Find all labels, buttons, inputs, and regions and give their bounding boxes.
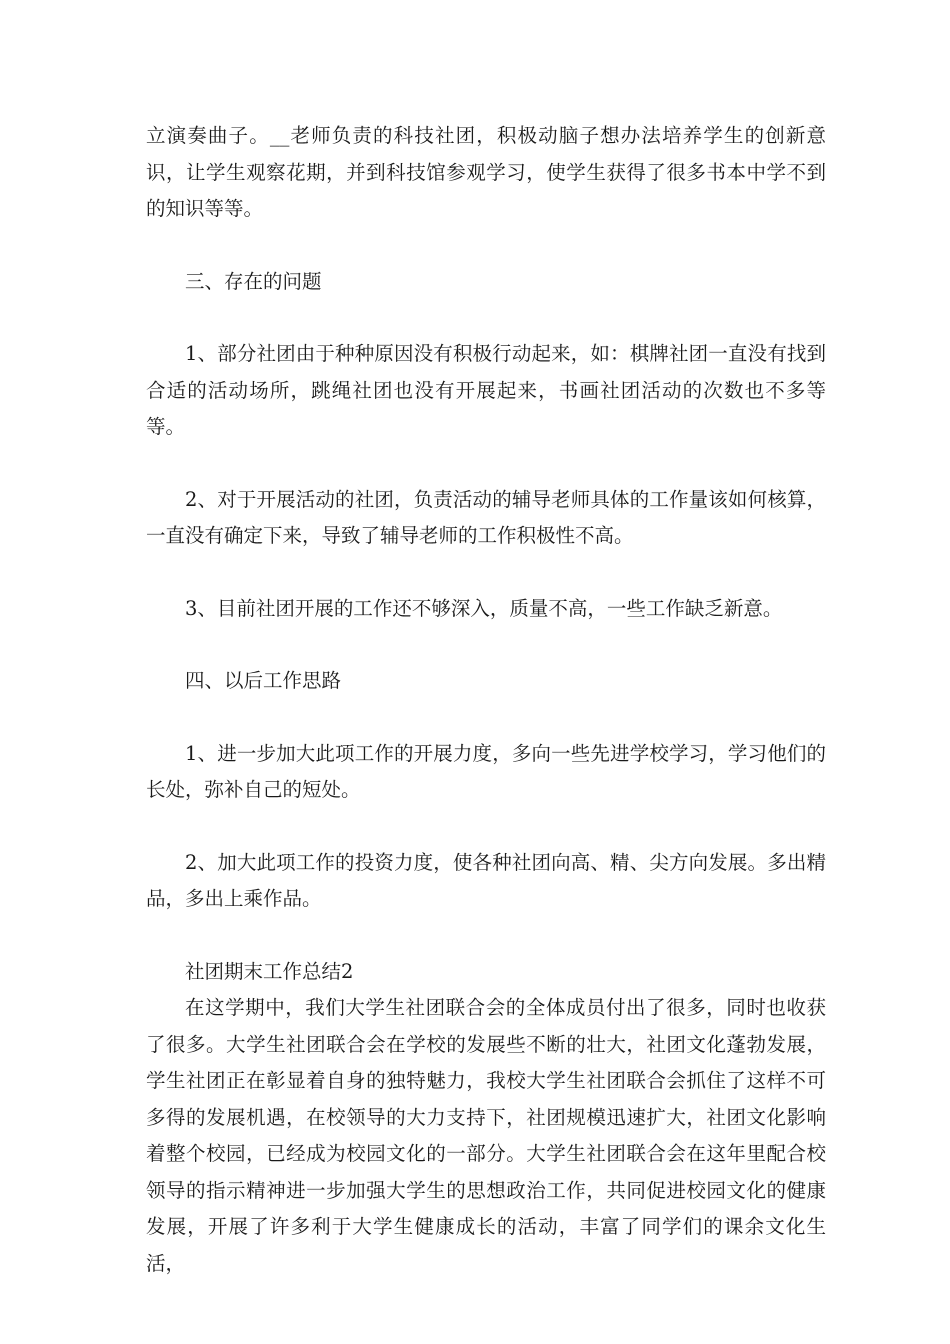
summary-2-body: 在这学期中，我们大学生社团联合会的全体成员付出了很多，同时也收获了很多。大学生社团联合会在学校的发展些不断的壮大，社团文化蓬勃发展，学生社团正在彰显着自身的独特魅力，我校大学生社团联合会抓住了这样不可多得的发展机遇，在校领导的大力支持下，社团规模迅速扩大，社团文化影响着整个校园，已经成为校园文化的一部分。大学生社团联合会在这年里配合校领导的指示精神进一步加强大学生的思想政治工作，共同促进校园文化的健康发展，开展了许多利于大学生健康成长的活动，丰富了同学们的课余文化生活， [146, 996, 826, 1275]
future-item-1: 1、进一步加大此项工作的开展力度，多向一些先进学校学习，学习他们的长处，弥补自己的短处。 [146, 741, 826, 801]
section-heading-problems: 三、存在的问题 [185, 269, 322, 293]
section-title-summary-2: 社团期末工作总结2 [185, 959, 354, 983]
problem-item-1: 1、部分社团由于种种原因没有积极行动起来，如：棋牌社团一直没有找到合适的活动场所，跳绳社团也没有开展起来，书画社团活动的次数也不多等等。 [146, 342, 826, 438]
document-page [146, 118, 826, 1282]
section-heading-future-work: 四、以后工作思路 [185, 669, 342, 692]
future-item-2: 2、加大此项工作的投资力度，使各种社团向高、精、尖方向发展。多出精品，多出上乘作品。 [146, 850, 826, 910]
problem-item-3: 3、目前社团开展的工作还不够深入，质量不高，一些工作缺乏新意。 [185, 596, 783, 620]
paragraph-continuation: 立演奏曲子。__老师负责的科技社团，积极动脑子想办法培养学生的创新意识，让学生观察花期，并到科技馆参观学习，使学生获得了很多书本中学不到的知识等等。 [146, 124, 826, 220]
problem-item-2: 2、对于开展活动的社团，负责活动的辅导老师具体的工作量该如何核算，一直没有确定下来，导致了辅导老师的工作积极性不高。 [146, 487, 826, 547]
